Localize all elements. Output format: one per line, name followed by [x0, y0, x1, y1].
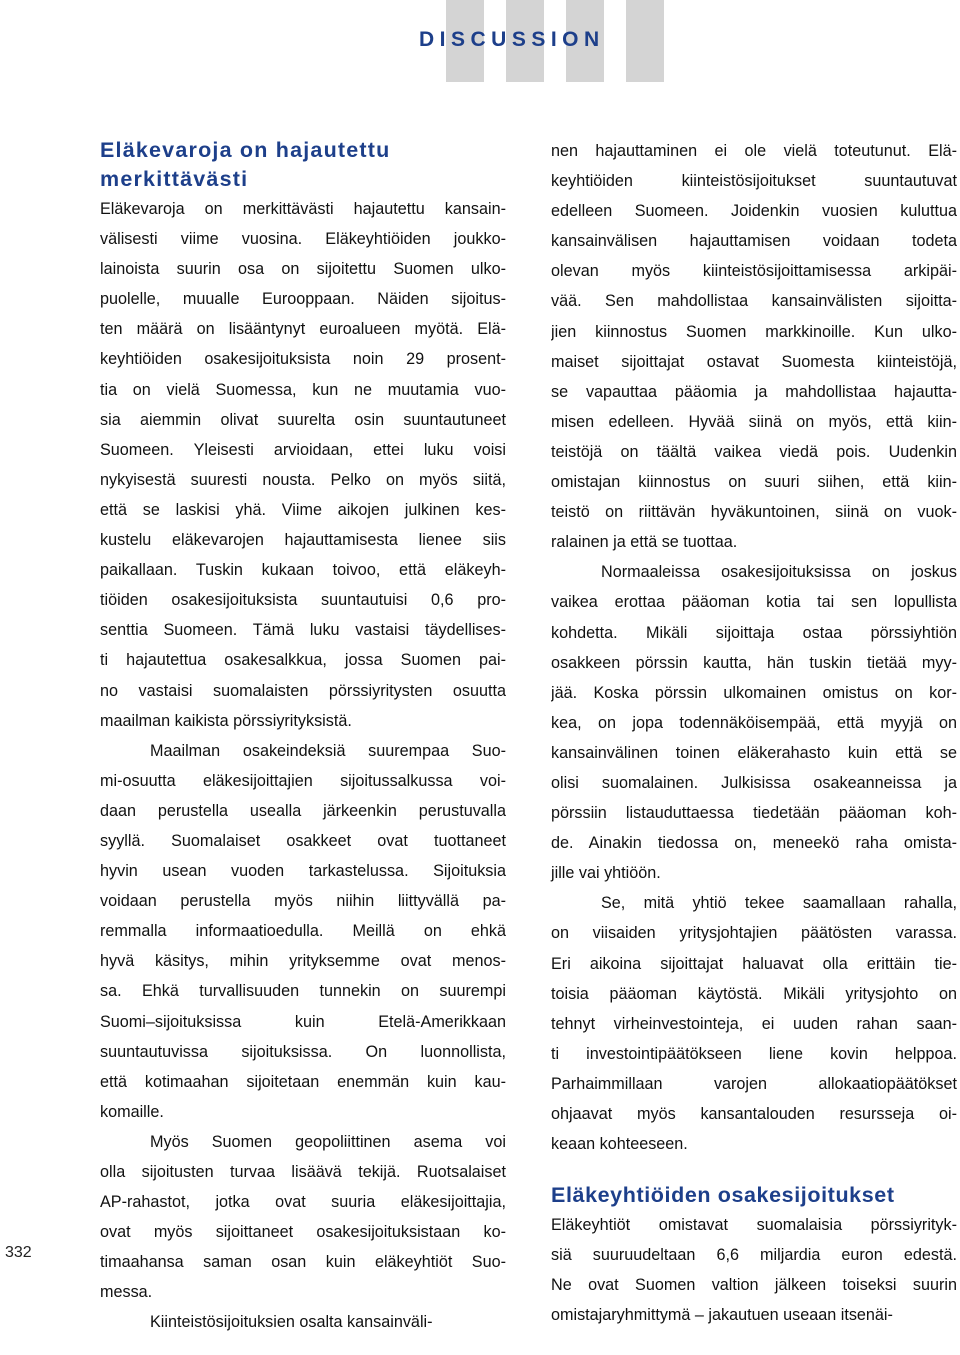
text-line: ohjaavat myös kansantalouden resursseja oi- — [551, 1105, 957, 1123]
text-line: jien kiinnostus Suomen markkinoille. Kun ulko- — [551, 322, 957, 341]
text-line: jille vai yhtiöön. — [551, 864, 661, 883]
text-line: keyhtiöiden kiinteistösijoitukset suuntautuvat — [551, 172, 957, 191]
text-line: se vapauttaa pääomia ja mahdollistaa hajautta- — [551, 382, 957, 401]
text-line: kustelu eläkevarojen hajauttamisesta lienee siis — [100, 531, 506, 550]
text-line: tiöiden osakesijoituksista suuntautuisi 0,6 pro- — [100, 591, 506, 610]
heading-line: merkittävästi — [100, 167, 249, 191]
text-line: välisesti viime vuosina. Eläkeyhtiöiden joukko- — [100, 230, 506, 249]
text-line: vaikea erottaa pääoman kotia tai sen lopullista — [551, 593, 957, 612]
text-line: maiset sijoittajat ostavat Suomesta kiinteistöjä, — [551, 352, 957, 371]
paragraph — [100, 194, 506, 736]
subheading: Eläkeyhtiöiden osakesijoitukset — [551, 1183, 895, 1208]
text-line: Eläkevaroja on merkittävästi hajautettu kansain- — [100, 200, 506, 218]
text-line: mi-osuutta eläkesijoittajien sijoitussalkussa voi- — [100, 771, 506, 790]
text-line: Se, mitä yhtiö tekee saamallaan rahalla, — [601, 894, 957, 913]
text-line: kansainvälisen hajauttamisen voidaan todeta — [551, 232, 957, 251]
text-line: Eri aikoina sijoittajat haluavat olla erittäin tie- — [551, 954, 957, 973]
text-line: tehnyt virheinvestointeja, ei uuden rahan saan- — [551, 1014, 957, 1033]
text-line: ralainen ja että se tuottaa. — [551, 533, 738, 552]
text-line: ti hajautettua osakesalkkua, jossa Suomen pai- — [100, 651, 506, 670]
text-line: Ne ovat Suomen valtion jälkeen toiseksi suurin — [551, 1276, 957, 1295]
text-line: no vastaisi suomalaisten pörssiyritysten osuutta — [100, 681, 506, 700]
text-line: pörssiin listauduttaessa tiedetään pääoman koh- — [551, 804, 957, 823]
text-line: nen hajauttaminen ei ole vielä toteutunut. Elä- — [551, 142, 957, 160]
text-line: Suomi–sijoituksissa kuin Etelä-Amerikkaan — [100, 1012, 506, 1031]
text-line: että kotimaahan sijoitetaan enemmän kuin kau- — [100, 1072, 506, 1091]
text-line: Normaaleissa osakesijoituksissa on joskus — [601, 563, 957, 582]
text-line: komaille. — [100, 1102, 164, 1121]
text-line: vää. Sen mahdollistaa kansainvälisten sijoitta- — [551, 292, 957, 311]
paragraph — [100, 736, 506, 1127]
text-line: olisi suomalainen. Julkisissa osakeanneissa ja — [551, 773, 957, 792]
text-line: edelleen Suomeen. Joidenkin vuosien kuluttua — [551, 202, 957, 221]
text-line: olla sijoitusten turvaa lisäävä tekijä. Ruotsalaiset — [100, 1163, 506, 1181]
paragraph — [551, 557, 957, 888]
text-line: de. Ainakin tiedossa on, meneekö raha omista- — [551, 834, 957, 853]
text-line: puolelle, muualle Eurooppaan. Näiden sijoitus- — [100, 290, 506, 309]
left-column — [100, 136, 506, 1338]
text-line: syyllä. Suomalaiset osakkeet ovat tuottaneet — [100, 831, 506, 850]
heading-line: Eläkevaroja on hajautettu — [100, 138, 391, 162]
paragraph — [100, 1307, 506, 1337]
text-line: kohdetta. Mikäli sijoittaja ostaa pörssiyhtiön — [551, 623, 957, 642]
paragraph — [551, 888, 957, 1159]
text-line: Myös Suomen geopoliittinen asema voi — [150, 1132, 506, 1151]
text-line: maailman kaikista pörssiyrityksistä. — [100, 711, 352, 730]
paragraph — [551, 136, 957, 557]
text-line: jää. Koska pörssin ulkomainen omistus on kor- — [551, 683, 957, 702]
text-line: teistöjä on täältä vaikea viedä pois. Uudenkin — [551, 442, 957, 461]
text-line: keaan kohteeseen. — [551, 1135, 688, 1154]
text-line: timaahansa saman osan kuin eläkeyhtiöt Suo- — [100, 1253, 506, 1272]
text-line: lainoista suurin osa on sijoitettu Suomen ulko- — [100, 260, 506, 279]
text-line: Maailman osakeindeksiä suurempaa Suo- — [150, 741, 506, 760]
article-heading — [100, 136, 506, 194]
right-column — [551, 136, 957, 1331]
text-line: ten määrä on lisääntynyt euroalueen myötä. Elä- — [100, 320, 506, 339]
text-line: kansainvälinen toinen eläkerahasto kuin että se — [551, 743, 957, 762]
text-line: Eläkeyhtiöt omistavat suomalaisia pörssiyrityk- — [551, 1216, 957, 1235]
text-line: osakkeen pörssin kautta, hän tuskin tietää myy- — [551, 653, 957, 672]
page-number: 332 — [5, 1244, 32, 1261]
text-line: messa. — [100, 1283, 153, 1302]
text-line: omistajaryhmittymä – jakautuen useaan itsenäi- — [551, 1306, 893, 1325]
text-line: ovat myös sijoittaneet osakesijoituksistaan ko- — [100, 1223, 506, 1242]
text-line: Kiinteistösijoituksien osalta kansainväli- — [150, 1313, 433, 1332]
text-line: senttia Suomeen. Tämä luku vastaisi täydellises- — [100, 621, 506, 640]
right-body-text — [551, 136, 957, 1159]
text-line: Suomeen. Yleisesti arvioidaan, ettei luku voisi — [100, 440, 506, 459]
text-line: Parhaimmillaan varojen allokaatiopäätökset — [551, 1074, 957, 1093]
text-line: teistö on riittävän hyväkuntoinen, siinä on vuok- — [551, 503, 957, 522]
text-line: voidaan perustella myös niihin liittyvällä pa- — [100, 892, 506, 911]
text-line: remmalla informaatioedulla. Meillä on ehkä — [100, 922, 506, 941]
text-line: omistajan kiinnostus on suuri siihen, että kiin- — [551, 473, 957, 492]
text-line: on viisaiden yritysjohtajien päätösten varassa. — [551, 924, 957, 943]
text-line: siä suuruudeltaan 6,6 miljardia euron edestä. — [551, 1246, 957, 1265]
text-line: daan perustella usealla järkeenkin perustuvalla — [100, 801, 506, 820]
text-line: sa. Ehkä turvallisuuden tunnekin on suurempi — [100, 982, 506, 1001]
right-body-text-2 — [551, 1210, 957, 1330]
text-line: nykyisestä suuresti nousta. Pelko on myös siitä, — [100, 470, 506, 489]
text-line: paikallaan. Tuskin kukaan toivoo, että eläkeyh- — [100, 561, 506, 580]
text-line: olevan myös kiinteistösijoittamisessa arkipäi- — [551, 262, 957, 281]
paragraph — [551, 1210, 957, 1330]
paragraph — [100, 1127, 506, 1308]
text-line: keyhtiöiden osakesijoituksista noin 29 prosent- — [100, 350, 506, 369]
text-line: ti investointipäätökseen liene kovin helppoa. — [551, 1044, 957, 1063]
text-line: tia on vielä Suomessa, kun ne muutamia vuo- — [100, 380, 506, 399]
text-line: sia aiemmin olivat suurelta osin suuntautuneet — [100, 410, 506, 429]
text-line: hyvin usean vuoden tarkastelussa. Sijoituksia — [100, 862, 506, 881]
text-line: misen edelleen. Hyvää siinä on myös, että kiin- — [551, 412, 957, 431]
text-line: toisia pääoman käytöstä. Mikäli yritysjohto on — [551, 984, 957, 1003]
text-line: että se laskisi yhä. Viime aikojen julkinen kes- — [100, 500, 506, 519]
text-line: hyvä käsitys, mihin yrityksemme ovat menos- — [100, 952, 506, 971]
text-line: kea, on jopa todennäköisempää, että myyjä on — [551, 713, 957, 732]
text-line: AP-rahastot, jotka ovat suuria eläkesijoittajia, — [100, 1193, 506, 1212]
text-line: suuntautuvissa sijoituksissa. On luonnollista, — [100, 1042, 506, 1061]
left-body-text — [100, 194, 506, 1338]
section-label: DISCUSSION — [419, 28, 605, 51]
